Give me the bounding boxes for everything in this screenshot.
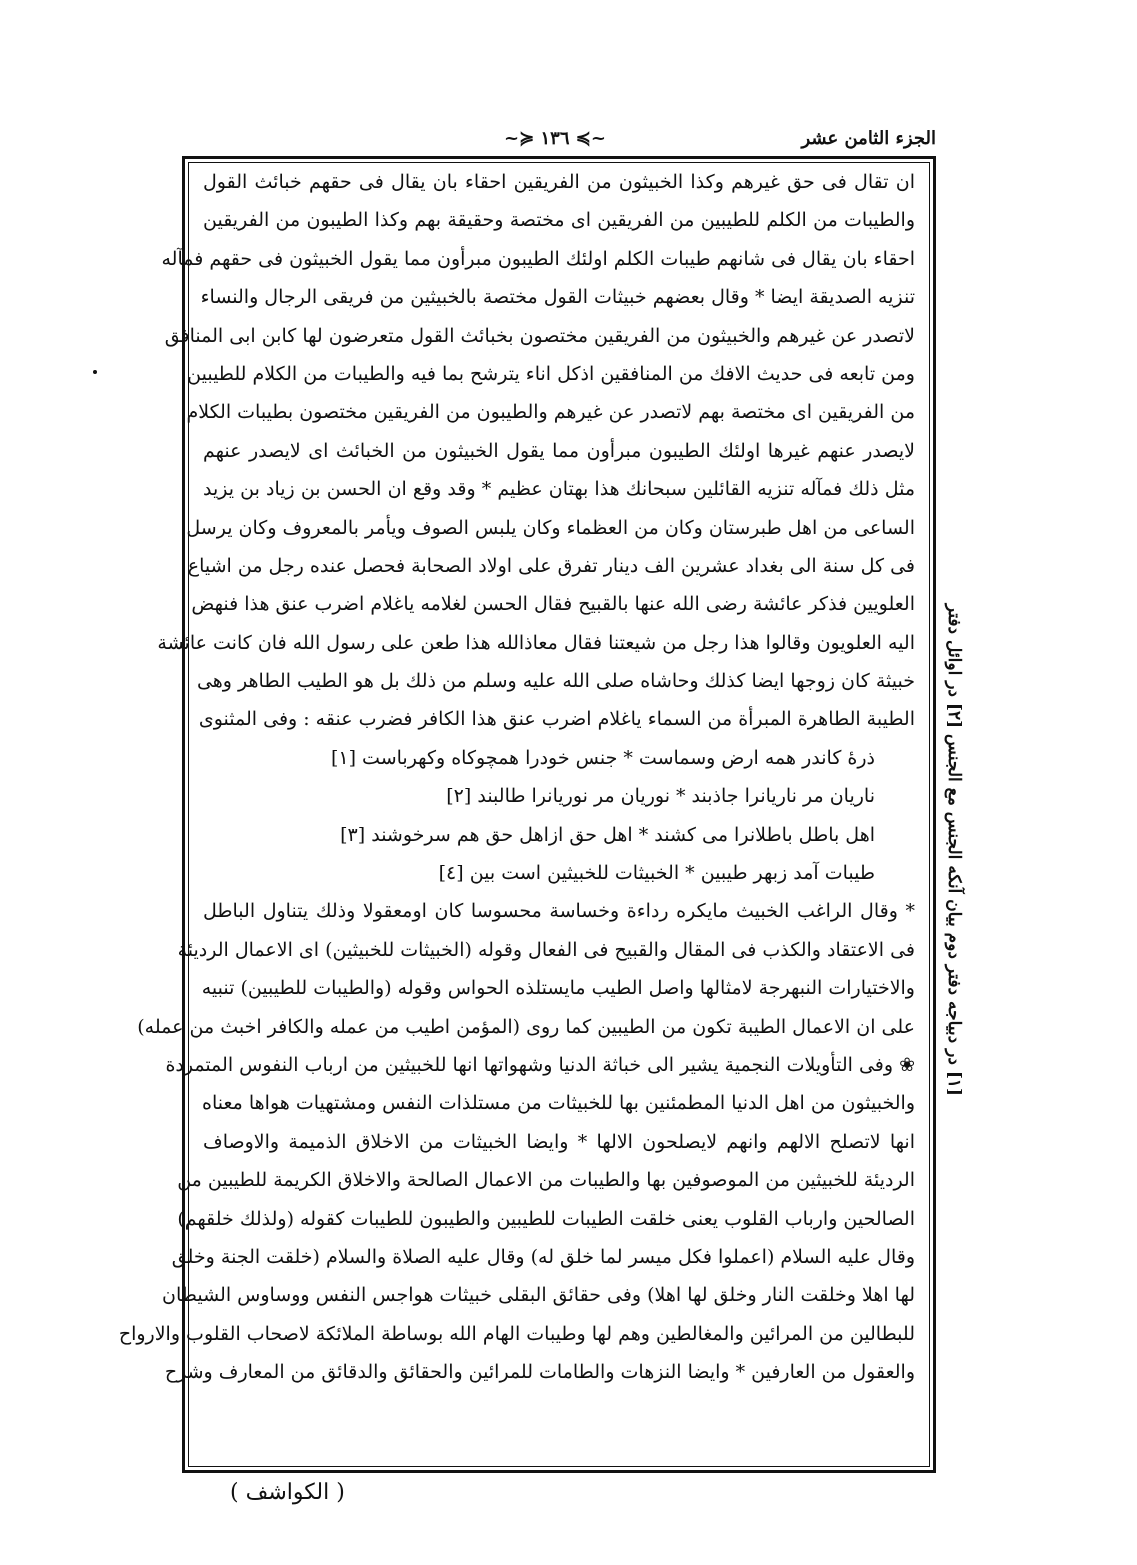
- text-line: من الفريقين اى مختصة بهم لاتصدر عن غيرهم والطيبون من الفريقين مختصون بطيبات الكلام: [186, 401, 915, 424]
- text-line: خبيثة كان زوجها ايضا كذلك وحاشاه صلى الله عليه وسلم من ذلك بل هو الطيب الطاهر وهى: [196, 670, 915, 693]
- text-line: * وقال الراغب الخبيث مايكره رداءة وخساسة محسوسا كان اومعقولا وذلك يتناول الباطل: [203, 900, 915, 923]
- page-header: [182, 128, 936, 154]
- text-line: احقاء بان يقال فى شانهم طيبات الكلم اولئك الطيبون مبرأون مما يقول الخبيثون فى حقهم فمآله: [161, 247, 915, 270]
- text-line: مثل ذلك فمآله تنزيه القائلين سبحانك هذا بهتان عظيم * وقد وقع ان الحسن بن زياد بن يزيد: [203, 478, 916, 501]
- text-line: على ان الاعمال الطيبة تكون من الطيبين كما روى (المؤمن اطيب من عمله والكافر اخبث من عمله): [137, 1015, 915, 1038]
- text-line: فى كل سنة الى بغداد عشرين الف دينار تفرق على اولاد الصحابة فحصل عنده رجل من اشياع: [187, 554, 915, 577]
- margin-note-text: [١] در دبياجه دفتر دوم بيان آنكه الجنس مع الجنس [٢] در اوائل دفتر: [944, 603, 964, 1097]
- main-text: [118, 163, 916, 1392]
- text-frame: [118, 156, 936, 1473]
- part-title: الجزء الثامن عشر: [801, 128, 936, 149]
- text-line: لايصدر عنهم غيرها اولئك الطيبون مبرأون مما يقول الخبيثون من الخبائث اى لايصدر عنهم: [203, 439, 915, 462]
- verse-line: طيبات آمد زبهر طيبين * الخبيثات للخبيثين است بين [٤]: [438, 862, 875, 885]
- verse-line: ناريان مر ناريانرا جاذبند * نوريان مر نوريانرا طالبند [٢]: [446, 785, 875, 808]
- text-line: ❀ وفى التأويلات النجمية يشير الى خباثة الدنيا وشهواتها انها للخبيثين من ارباب النفوس المتمردة: [165, 1053, 915, 1076]
- page-number: ~≽ ١٣٦ ≼~: [504, 128, 606, 149]
- text-line: وقال عليه السلام (اعملوا فكل ميسر لما خلق له) وقال عليه الصلاة والسلام (خلقت الجنة وخلق: [171, 1245, 915, 1268]
- verse-line: اهل باطل باطلانرا مى كشند * اهل حق ازاهل حق هم سرخوشند [٣]: [340, 823, 875, 846]
- text-line: اليه العلويون وقالوا هذا رجل من شيعتنا فقال معاذالله هذا طعن على رسول الله فان كانت عائشة: [157, 631, 915, 654]
- text-line: والخبيثون من اهل الدنيا المطمئنين بها للخبيثات من مستلذات النفس ومشتهيات هواها معناه: [202, 1092, 915, 1115]
- text-line: والعقول من العارفين * وايضا النزهات والطامات للمرائين والحقائق والدقائق من المعارف وشرح: [164, 1361, 915, 1384]
- text-line: الساعى من اهل طبرستان وكان من العظماء وكان يلبس الصوف ويأمر بالمعروف وكان يرسل: [186, 516, 915, 539]
- text-line: تنزيه الصديقة ايضا * وقال بعضهم خبيثات القول مختصة بالخبيثين من فريقى الرجال والنساء: [200, 286, 915, 309]
- text-line: الطيبة الطاهرة المبرأة من السماء ياغلام اضرب عنق هذا الكافر فضرب عنقه : وفى المثنوى: [198, 708, 915, 731]
- text-line: لاتصدر عن غيرهم والخبيثون من الفريقين مختصون بخبائث القول متعرضون لها كابن ابى المنافق: [164, 324, 915, 347]
- text-line: للبطالين من المرائين والمغالطين وهم لها وطيبات الهام الله بوساطة الملائكة لاصحاب القلوب والارواح: [118, 1322, 915, 1345]
- margin-note: [942, 540, 964, 1160]
- text-line: الرديئة للخبيثين من الموصوفين بها والطيبات من الاعمال الصالحة والاخلاق الكريمة للطيبين من: [177, 1169, 915, 1192]
- catchword: ( الكواشف ): [230, 1480, 345, 1505]
- text-line: لها اهلا وخلقت النار وخلق لها اهلا) وفى حقائق البقلى خبيثات هواجس النفس ووساوس الشيطان: [162, 1284, 915, 1307]
- text-line: انها لاتصلح الالهم وانهم لايصلحون الالها * وايضا الخبيثات من الاخلاق الذميمة والاوصاف: [203, 1130, 915, 1153]
- verse-line: ذرهٔ كاندر همه ارض وسماست * جنس خودرا همچوكاه وكهرباست [١]: [330, 746, 875, 769]
- text-line: فى الاعتقاد والكذب فى المقال والقبيح فى الفعال وقوله (الخبيثات للخبيثين) اى الاعمال الرديئة: [177, 938, 915, 961]
- text-line: والطيبات من الكلم للطيبين من الفريقين اى مختصة وحقيقة بهم وكذا الطيبون من الفريقين: [203, 209, 915, 232]
- text-line: ان تقال فى حق غيرهم وكذا الخبيثون من الفريقين احقاء بان يقال فى حقهم خبائث القول: [203, 171, 915, 193]
- text-line: والاختيارات النبهرجة لامثالها واصل الطيب مايستلذه الحواس وقوله (والطيبات للطيبين) تنبيه: [201, 977, 915, 1000]
- text-line: ومن تابعه فى حديث الافك من المنافقين اذكل اناء يترشح بما فيه والطيبات من الكلام للطيبين: [187, 362, 915, 385]
- speck: [93, 370, 97, 374]
- text-line: العلويين فذكر عائشة رضى الله عنها بالقبيح فقال الحسن لغلامه ياغلام اضرب عنق هذا فنهض: [191, 593, 915, 616]
- text-line: الصالحين وارباب القلوب يعنى خلقت الطيبات للطيبين والطيبون للطيبات كقوله (ولذلك خلقهم): [177, 1207, 915, 1230]
